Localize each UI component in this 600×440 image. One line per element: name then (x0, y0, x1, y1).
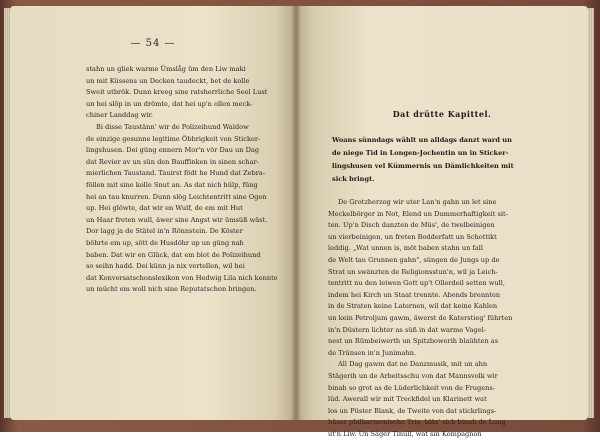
text-line: chiner Landdag wir. (86, 111, 153, 120)
text-line: Stägerih un de Arbeitsschu von dat Mannsvolk wir (328, 371, 498, 380)
text-line: un kein Petroljum gawm, äwerst de Katerstieg' führten (328, 313, 513, 322)
text-line: böhrte em up, sött de Husdöhr up un güng nah (86, 238, 244, 247)
text-line: lingshusen. Dei güng ennern Mor'n vör Dau un Dag (86, 146, 260, 155)
text-line: Strat un swänzten de Religionsstun'n, wil ja Leich- (328, 267, 498, 276)
text-line: de Welt tau Grunnen gahn", süngen de Jungs up de (328, 255, 500, 264)
text-line: leddig. „Wat unnen is, möt baben stahn un fall (328, 244, 484, 253)
text-line: Sweit utbrök. Dunn kreeg sine ratsherrliche Seel Lust (86, 88, 268, 97)
text-line: De Grotzherzog wir uter Lan'n gahn un let sine (338, 198, 497, 206)
text-line: tentritt nu den leiwen Gott up't Ollerdeil setten wull, (328, 279, 505, 288)
text-line: de niege Tid in Longen-Jochentin un in Sticker- (332, 149, 509, 157)
text-line: Dor lagg ja de Stätel in'n Rönnstein. De Köster (86, 227, 243, 236)
chapter-summary (332, 134, 542, 186)
text-line: lingshusen vel Kümmernis un Dämlichkeiten mit (332, 162, 514, 170)
book-gutter (291, 6, 301, 420)
text-line: in'n Düstern lichter as süß in dat warme Vagel- (328, 325, 486, 334)
text-line: sick bringt. (332, 175, 375, 183)
page-number: — 54 — (130, 38, 176, 49)
right-page-body (328, 197, 546, 440)
text-line: ten. Up'n Disch danzten de Müs', de twelbeinigen (328, 221, 495, 230)
text-line: lüd. Awerall wir mit Treckfidel un Klarinett wat (328, 395, 487, 404)
left-page (10, 6, 296, 420)
right-page-edges (588, 8, 594, 418)
text-line: hei an tau knurren. Dunn slög Leichtentritt sine Ogen (86, 192, 267, 201)
text-line: un mücht em woll nich sine Reputatschon bringen. (86, 285, 257, 294)
text-line: un hei slöp in un drömte, dat hei up'n ollen meck- (86, 99, 253, 108)
text-line: Bi disse Taustänn' wir de Polizeihund Waldow (96, 122, 249, 131)
text-line: binah so grot as de Lüderlichkeit von de Frugens- (328, 383, 496, 392)
text-line: Woans sünndags wählt un alldags danzt ward un (332, 136, 512, 144)
text-line: mierlichen Taustand. Tauirst födt he Hund dat Zebra- (86, 169, 266, 178)
text-line: un Haar freten wull, äwer sine Angst wir ümsüß wäst. (86, 215, 268, 224)
text-line: dat Konversatschonslexikon von Hedwig Lila nich kennte (86, 273, 278, 282)
text-line: un vierbeinigen, un freten Bodderfatt un Schottikt (328, 232, 497, 241)
text-line: hüser philharmonische Trio, bläs' sick binah de Lung (328, 418, 506, 427)
text-line: dat Revier av un sün den Bauffinken in sinen schar- (86, 157, 259, 166)
text-line: in de Straten keine Laternen, wil dat keine Kahlen (328, 302, 498, 311)
text-line: nest un Rümbeiwerth un Spitzbowerih blaühten as (328, 337, 499, 346)
text-line: so seihn hadd. Dei künn ja nix vertellen, wil hei (86, 262, 245, 271)
left-page-body (86, 64, 282, 296)
text-line: baben. Dat wir en Glück, dat em blot de Polizeihund (86, 250, 261, 259)
text-line: stahn un gliek warme Ümslåg üm den Liw maki (86, 65, 246, 73)
text-line: up. Hei glöwte, dat wir en Wulf, de em mit Hut (86, 204, 243, 213)
text-line: de einzige gesunne legitime Öbbrigkeit von Sticker- (86, 134, 261, 143)
text-line: föllen mit sine kolle Snut an. As dat nich hülp, füng (86, 180, 258, 189)
text-line: All Dag gawm dat ne Danzmusik, mit un ahn (338, 360, 488, 369)
text-line: un mit Küssens un Decken taudeckt, bet de kolle (86, 76, 250, 85)
right-page (296, 6, 588, 438)
text-line: los un Püster Blank, de Tweite von dat stickrlings- (328, 406, 497, 415)
chapter-title: Dat drütte Kapittel. (392, 109, 492, 119)
text-line: ut'n Liw. Un Säger Tinüll, wat sin Kompagnon (328, 429, 482, 438)
text-line: indem hei Kirch un Staat trennte. Abends brennten (328, 290, 501, 299)
text-line: de Tränsen in'n Junimahn. (328, 348, 417, 357)
text-line: Meckelbörger in Not, Elend un Dummerhaftigkeit sit- (328, 209, 508, 218)
